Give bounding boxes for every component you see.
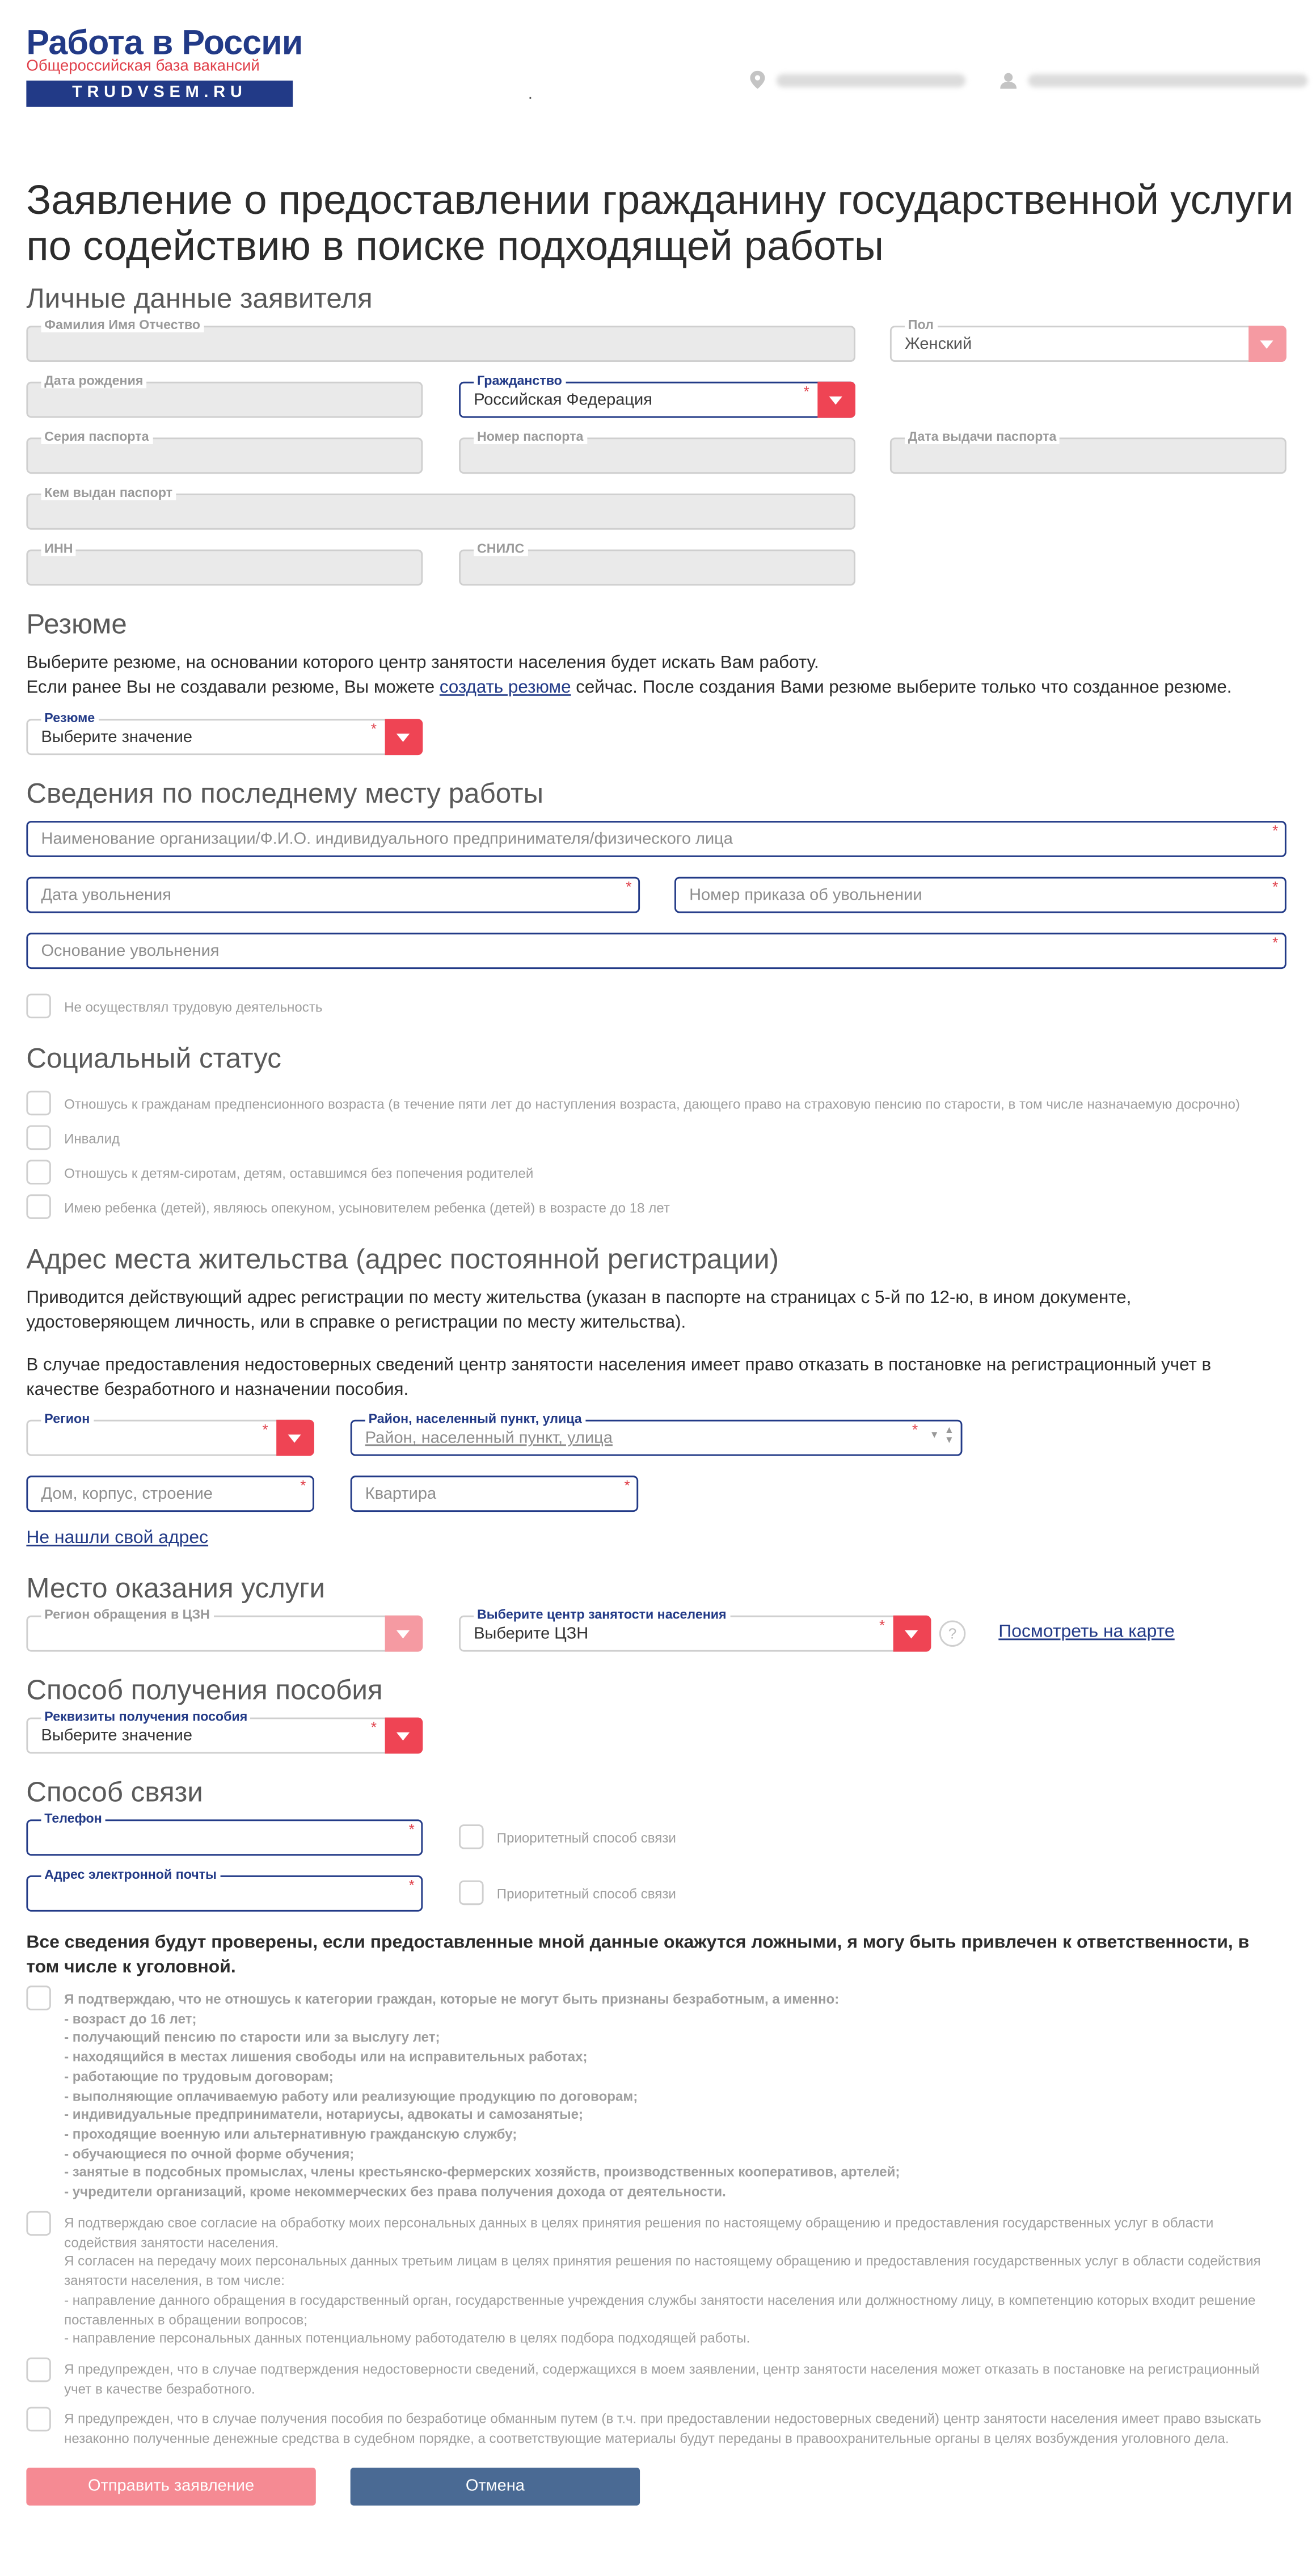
email-field[interactable] — [26, 1867, 423, 1912]
consent-line: - получающий пенсию по старости или за выслугу лет; — [64, 2029, 440, 2046]
required-mark: * — [370, 720, 377, 737]
region-label: Регион — [41, 1411, 94, 1426]
user-name-blurred[interactable] — [1028, 74, 1308, 87]
snils-label: СНИЛС — [474, 541, 528, 556]
section-personal-heading: Личные данные заявителя — [26, 283, 373, 314]
fio-label: Фамилия Имя Отчество — [41, 318, 204, 332]
passport-issuer-label: Кем выдан паспорт — [41, 486, 176, 500]
consent-line: Я подтверждаю, что не отношусь к категории граждан, которые не могут быть признаны безработным, а именно: — [64, 1991, 840, 2007]
required-mark: * — [803, 383, 809, 400]
consent-line: содействия занятости населения. — [64, 2233, 279, 2250]
benefit-requisites-select[interactable] — [26, 1709, 423, 1754]
email-priority-checkbox[interactable] — [459, 1881, 484, 1905]
chevron-down-icon[interactable] — [276, 1420, 314, 1456]
consent-refusal-checkbox[interactable] — [26, 2358, 51, 2383]
help-icon[interactable]: ? — [939, 1621, 965, 1647]
consent-line: - направление данного обращения в государственный орган, государственные учреждения службы занятости населения или должностному лицу, в компетенцию которых входит решение — [64, 2291, 1256, 2308]
consent-personal-data-checkbox[interactable] — [26, 2211, 51, 2236]
consent-line: - учредители организаций, кроме некоммерческих без права получения дохода от деятельности. — [64, 2183, 726, 2200]
house-placeholder: Дом, корпус, строение — [41, 1485, 213, 1504]
organization-field[interactable] — [26, 821, 1286, 857]
resume-label: Резюме — [41, 711, 99, 726]
consent-line: - индивидуальные предприниматели, нотариусы, адвокаты и самозанятые; — [64, 2106, 584, 2123]
consent-line: - проходящие военную или альтернативную гражданскую службу; — [64, 2125, 517, 2142]
logo-subtitle: Общероссийская база вакансий — [26, 57, 260, 76]
social-checkbox-parent[interactable] — [26, 1194, 51, 1219]
consent-line: - занятые в подсобных промыслах, члены крестьянско-фермерских хозяйств, производственных кооперативов, артелей; — [64, 2164, 900, 2181]
chevron-down-icon[interactable] — [1248, 326, 1287, 362]
resume-text-2-end: сейчас. После создания Вами резюме выберите только что созданное резюме. — [571, 677, 1232, 698]
address-text-1a: Приводится действующий адрес регистрации по месту жительства (указан в паспорте на страницах с 5-й по 12-ю, в ином документе, — [26, 1288, 1132, 1308]
address-not-found-link[interactable]: Не нашли свой адрес — [26, 1528, 209, 1548]
required-mark: * — [1272, 878, 1279, 895]
dropdown-arrow-icon[interactable]: ▼ — [929, 1431, 939, 1441]
order-number-field[interactable] — [674, 877, 1287, 913]
social-label-orphan: Отношусь к детям-сиротам, детям, оставшимся без попечения родителей — [64, 1165, 534, 1182]
district-combobox[interactable] — [351, 1411, 963, 1456]
logo-title[interactable]: Работа в России — [26, 24, 303, 63]
inn-field[interactable] — [26, 541, 423, 586]
phone-priority-label: Приоритетный способ связи — [496, 1829, 676, 1846]
flat-field[interactable] — [351, 1475, 639, 1512]
gender-value: Женский — [905, 335, 972, 354]
address-text-1b: удостоверяющем личность, или в справке о регистрации по месту жительства). — [26, 1313, 686, 1333]
passport-series-field[interactable] — [26, 429, 423, 474]
dismissal-reason-placeholder: Основание увольнения — [41, 942, 220, 961]
consent-line: - возраст до 16 лет; — [64, 2009, 197, 2026]
benefit-requisites-label: Реквизиты получения пособия — [41, 1709, 251, 1724]
social-label-preretirement: Отношусь к гражданам предпенсионного возраста (в течение пяти лет до наступления возраста, дающего право на страховую пенсию по старости, в том числе назначаемую досрочно) — [64, 1095, 1240, 1112]
consent-line: Я подтверждаю свое согласие на обработку моих персональных данных в целях принятия решения по настоящему обращению и предоставления государственных услуг в области — [64, 2214, 1214, 2231]
spin-arrows-icon[interactable]: ▲ ▼ — [944, 1426, 954, 1447]
service-region-select[interactable] — [26, 1607, 423, 1652]
social-checkbox-preretirement[interactable] — [26, 1091, 51, 1116]
citizenship-value: Российская Федерация — [474, 391, 652, 410]
district-label: Район, населенный пункт, улица — [365, 1411, 585, 1426]
resume-value: Выберите значение — [41, 728, 192, 747]
inn-label: ИНН — [41, 541, 77, 556]
chevron-down-icon[interactable] — [385, 719, 423, 755]
resume-text-2 — [26, 674, 1231, 701]
social-checkbox-orphan[interactable] — [26, 1160, 51, 1184]
view-map-link[interactable]: Посмотреть на карте — [998, 1622, 1175, 1642]
section-contact-heading: Способ связи — [26, 1777, 203, 1808]
section-address-heading: Адрес места жительства (адрес постоянной регистрации) — [26, 1243, 779, 1275]
section-social-heading: Социальный статус — [26, 1043, 281, 1074]
passport-issuer-field[interactable] — [26, 485, 855, 530]
order-number-placeholder: Номер приказа об увольнении — [689, 887, 922, 905]
district-placeholder: Район, населенный пункт, улица — [365, 1430, 613, 1448]
cancel-button[interactable]: Отмена — [351, 2468, 640, 2506]
liability-warning-1: Все сведения будут проверены, если предоставленные мной данные окажутся ложными, я могу быть привлечен к ответственности, в — [26, 1933, 1250, 1953]
chevron-down-icon[interactable] — [817, 382, 855, 418]
passport-series-label: Серия паспорта — [41, 429, 153, 444]
social-checkbox-disabled[interactable] — [26, 1125, 51, 1150]
consent-line: Я согласен на передачу моих персональных данных третьим лицам в целях принятия решения по настоящему обращению и предоставления государственных услуг в области содействия — [64, 2253, 1261, 2270]
required-mark: * — [624, 1477, 630, 1494]
user-icon[interactable] — [1000, 73, 1016, 94]
required-mark: * — [912, 1421, 918, 1438]
citizenship-label: Гражданство — [474, 373, 565, 388]
map-pin-icon[interactable] — [750, 71, 765, 94]
passport-number-label: Номер паспорта — [474, 429, 587, 444]
section-service-place-heading: Место оказания услуги — [26, 1572, 326, 1604]
region-select[interactable] — [26, 1411, 314, 1456]
dismissal-date-field[interactable] — [26, 877, 640, 913]
required-mark: * — [879, 1617, 885, 1634]
dismissal-reason-field[interactable] — [26, 933, 1286, 969]
consent-not-excluded-checkbox[interactable] — [26, 1985, 51, 2010]
section-resume-heading: Резюме — [26, 609, 127, 640]
section-last-job-heading: Сведения по последнему месту работы — [26, 778, 544, 810]
consent-line: - обучающиеся по очной форме обучения; — [64, 2144, 355, 2161]
logo-bar[interactable]: TRUDVSEM.RU — [26, 81, 293, 107]
consent-line: Я предупрежден, что в случае получения пособия по безработице обманным путем (в т.ч. при предоставлении недостоверных сведений) центр занятости населения имеет право взыскать — [64, 2410, 1262, 2427]
consent-line: Я предупрежден, что в случае подтверждения недостоверности сведений, содержащихся в моем заявлении, центр занятости населения может отказать в постановке на регистрационный — [64, 2360, 1260, 2377]
consent-line: незаконно полученные денежные средства в судебном порядке, а соответствующие материалы будут переданы в правоохранительные органы в целях возбуждения уголовного дела. — [64, 2429, 1229, 2446]
citizenship-select[interactable] — [459, 373, 855, 418]
chevron-down-icon[interactable] — [893, 1616, 931, 1652]
service-region-label: Регион обращения в ЦЗН — [41, 1607, 213, 1622]
header-dot: . — [528, 85, 533, 104]
employment-center-select[interactable] — [459, 1607, 931, 1652]
consent-personal-data-text — [64, 2214, 1273, 2349]
social-label-parent: Имею ребенка (детей), являюсь опекуном, усыновителем ребенка (детей) в возрасте до 18 лет — [64, 1199, 670, 1216]
page-title: Заявление о предоставлении гражданину государственной услуги по содействию в поиске подходящей работы — [26, 178, 1294, 270]
required-mark: * — [626, 878, 632, 895]
create-resume-link[interactable]: создать резюме — [439, 677, 571, 698]
section-benefit-heading: Способ получения пособия — [26, 1675, 383, 1706]
consent-line: учет в качестве безработного. — [64, 2380, 255, 2397]
consent-line: - работающие по трудовым договорам; — [64, 2067, 334, 2084]
email-priority-label: Приоритетный способ связи — [496, 1885, 676, 1902]
gender-label: Пол — [905, 318, 937, 332]
consent-fraud-text — [64, 2410, 1273, 2449]
chevron-down-icon[interactable] — [385, 1616, 423, 1652]
dismissal-date-placeholder: Дата увольнения — [41, 887, 171, 905]
chevron-down-icon[interactable] — [385, 1718, 423, 1754]
phone-label: Телефон — [41, 1811, 106, 1826]
phone-priority-checkbox[interactable] — [459, 1824, 484, 1849]
consent-line: - направление персональных данных потенциальному работодателю в целях подбора подходящей работы. — [64, 2330, 750, 2347]
consent-line: поставленных в обращении вопросов; — [64, 2311, 307, 2328]
employment-center-label: Выберите центр занятости населения — [474, 1607, 729, 1622]
liability-warning-2: том числе к уголовной. — [26, 1958, 236, 1978]
required-mark: * — [300, 1477, 306, 1494]
benefit-requisites-value: Выберите значение — [41, 1727, 192, 1746]
fio-field[interactable] — [26, 317, 855, 362]
birthdate-label: Дата рождения — [41, 373, 147, 388]
required-mark: * — [408, 1821, 415, 1838]
email-label: Адрес электронной почты — [41, 1867, 220, 1882]
consent-line: занятости населения, в том числе: — [64, 2272, 285, 2289]
required-mark: * — [408, 1877, 415, 1894]
passport-date-field[interactable] — [890, 429, 1287, 474]
required-mark: * — [1272, 934, 1279, 951]
consent-fraud-checkbox[interactable] — [26, 2407, 51, 2432]
resume-text-2-start: Если ранее Вы не создавали резюме, Вы можете — [26, 677, 440, 698]
required-mark: * — [262, 1421, 268, 1438]
consent-refusal-text — [64, 2361, 1273, 2400]
social-label-disabled: Инвалид — [64, 1130, 120, 1147]
submit-button[interactable]: Отправить заявление — [26, 2468, 315, 2506]
no-work-checkbox[interactable] — [26, 994, 51, 1019]
consent-line: - находящийся в местах лишения свободы или на исправительных работах; — [64, 2048, 588, 2065]
required-mark: * — [1272, 823, 1279, 839]
snils-field[interactable] — [459, 541, 855, 586]
no-work-label: Не осуществлял трудовую деятельность — [64, 998, 323, 1015]
address-text-2a: В случае предоставления недостоверных сведений центр занятости населения имеет право отказать в постановке на регистрационный учет в — [26, 1355, 1212, 1376]
resume-text-1: Выберите резюме, на основании которого центр занятости населения будет искать Вам работу. — [26, 653, 819, 673]
phone-field[interactable] — [26, 1811, 423, 1856]
house-field[interactable] — [26, 1475, 314, 1512]
address-text-2b: качестве безработного и назначении пособия. — [26, 1380, 409, 1400]
birthdate-field[interactable] — [26, 373, 423, 418]
required-mark: * — [370, 1719, 377, 1736]
flat-placeholder: Квартира — [365, 1485, 437, 1504]
passport-number-field[interactable] — [459, 429, 855, 474]
resume-select[interactable] — [26, 710, 423, 755]
gender-select[interactable] — [890, 317, 1287, 362]
consent-line: - выполняющие оплачиваемую работу или реализующие продукцию по договорам; — [64, 2086, 638, 2103]
passport-date-label: Дата выдачи паспорта — [905, 429, 1060, 444]
employment-center-value: Выберите ЦЗН — [474, 1625, 589, 1644]
consent-not-excluded-text — [64, 1991, 1273, 2202]
location-blurred[interactable] — [777, 74, 966, 87]
organization-placeholder: Наименование организации/Ф.И.О. индивидуального предпринимателя/физического лица — [41, 830, 733, 849]
